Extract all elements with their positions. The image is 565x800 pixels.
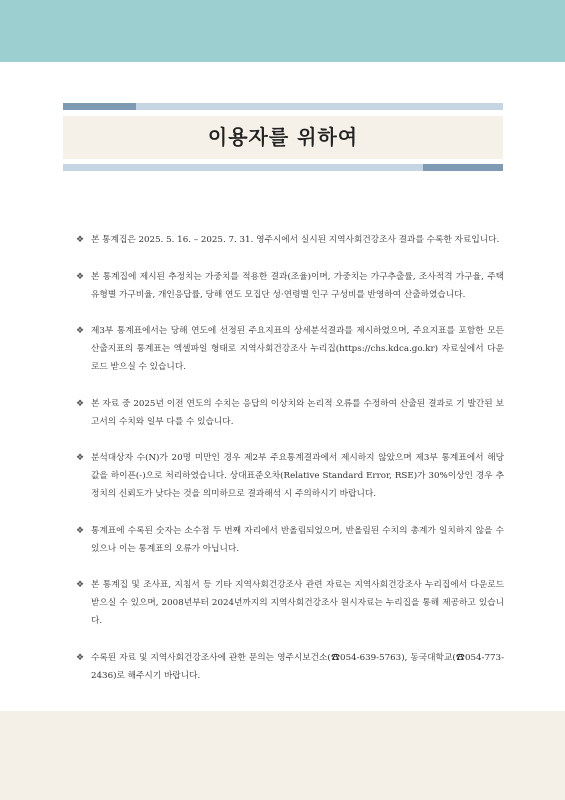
title-banner <box>63 103 503 171</box>
title-bottom-bar-accent <box>423 164 503 171</box>
note-item-2 <box>76 269 504 305</box>
diamond-bullet-icon: ❖ <box>76 271 85 282</box>
note-item-5 <box>76 450 504 503</box>
diamond-bullet-icon: ❖ <box>76 453 85 464</box>
note-item-6 <box>76 523 504 559</box>
notes-list <box>76 232 504 704</box>
title-top-bar-accent <box>63 103 136 110</box>
bottom-decorative-band <box>0 711 565 800</box>
note-text: 수록된 자료 및 지역사회건강조사에 관한 문의는 영주시보건소(☎054-639-5763), 동국대학교(☎054-773-2436)로 해주시기 바랍니다. <box>91 652 504 681</box>
note-text: 통계표에 수록된 숫자는 소수점 두 번째 자리에서 반올림되었으며, 반올림된 수치의 총계가 일치하지 않을 수 있으나 이는 통계표의 오류가 아닙니다. <box>91 525 504 554</box>
diamond-bullet-icon: ❖ <box>76 326 85 337</box>
top-decorative-band <box>0 0 565 62</box>
note-item-4 <box>76 396 504 432</box>
diamond-bullet-icon: ❖ <box>76 525 85 536</box>
note-text: 본 통계집은 2025. 5. 16. – 2025. 7. 31. 영주시에서 실시된 지역사회건강조사 결과를 수록한 자료입니다. <box>91 235 500 245</box>
title-top-bar <box>63 103 503 110</box>
diamond-bullet-icon: ❖ <box>76 652 85 663</box>
note-item-3 <box>76 323 504 376</box>
note-text: 본 통계집 및 조사표, 지침서 등 기타 지역사회건강조사 관련 자료는 지역사회건강조사 누리집에서 다운로드 받으실 수 있으며, 2008년부터 2024년까지의 지역사회건강조사 원시자료는 누리집을 통해 제공하고 있습니다. <box>91 580 504 626</box>
note-text: 제3부 통계표에서는 당해 연도에 선정된 주요지표의 상세분석결과를 제시하였으며, 주요지표를 포함한 모든 산출지표의 통계표는 엑셀파일 형태로 지역사회건강조사 누리집(https://chs.kdca.go.kr) 자료실에서 다운로드 받으실 수 있습니다. <box>91 326 504 372</box>
note-item-1 <box>76 232 504 250</box>
note-text: 분석대상자 수(N)가 20명 미만인 경우 제2부 주요통계결과에서 제시하지 않았으며 제3부 통계표에서 해당 값을 하이픈(-)으로 처리하였습니다. 상대표준오차(Relative Standard Error, RSE)가 30%이상인 경우 추정치의 신뢰도가 낮다는 것을 의미하므로 결과해석 시 주의하시기 바랍니다. <box>91 453 504 499</box>
note-item-8 <box>76 650 504 686</box>
diamond-bullet-icon: ❖ <box>76 235 85 245</box>
note-text: 본 통계집에 제시된 추정치는 가중치를 적용한 결과(조율)이며, 가중치는 가구추출률, 조사적격 가구율, 주택유형별 가구비율, 개인응답률, 당해 연도 모집단 성·연령별 인구 구성비를 반영하여 산출하였습니다. <box>91 271 504 300</box>
note-item-7 <box>76 577 504 630</box>
note-text: 본 자료 중 2025년 이전 연도의 수치는 응답의 이상치와 논리적 오류를 수정하여 산출된 결과로 기 발간된 보고서의 수치와 일부 다를 수 있습니다. <box>91 398 504 427</box>
title-bottom-bar <box>63 164 503 171</box>
diamond-bullet-icon: ❖ <box>76 580 85 591</box>
page-title: 이용자를 위하여 <box>207 125 359 149</box>
diamond-bullet-icon: ❖ <box>76 398 85 409</box>
